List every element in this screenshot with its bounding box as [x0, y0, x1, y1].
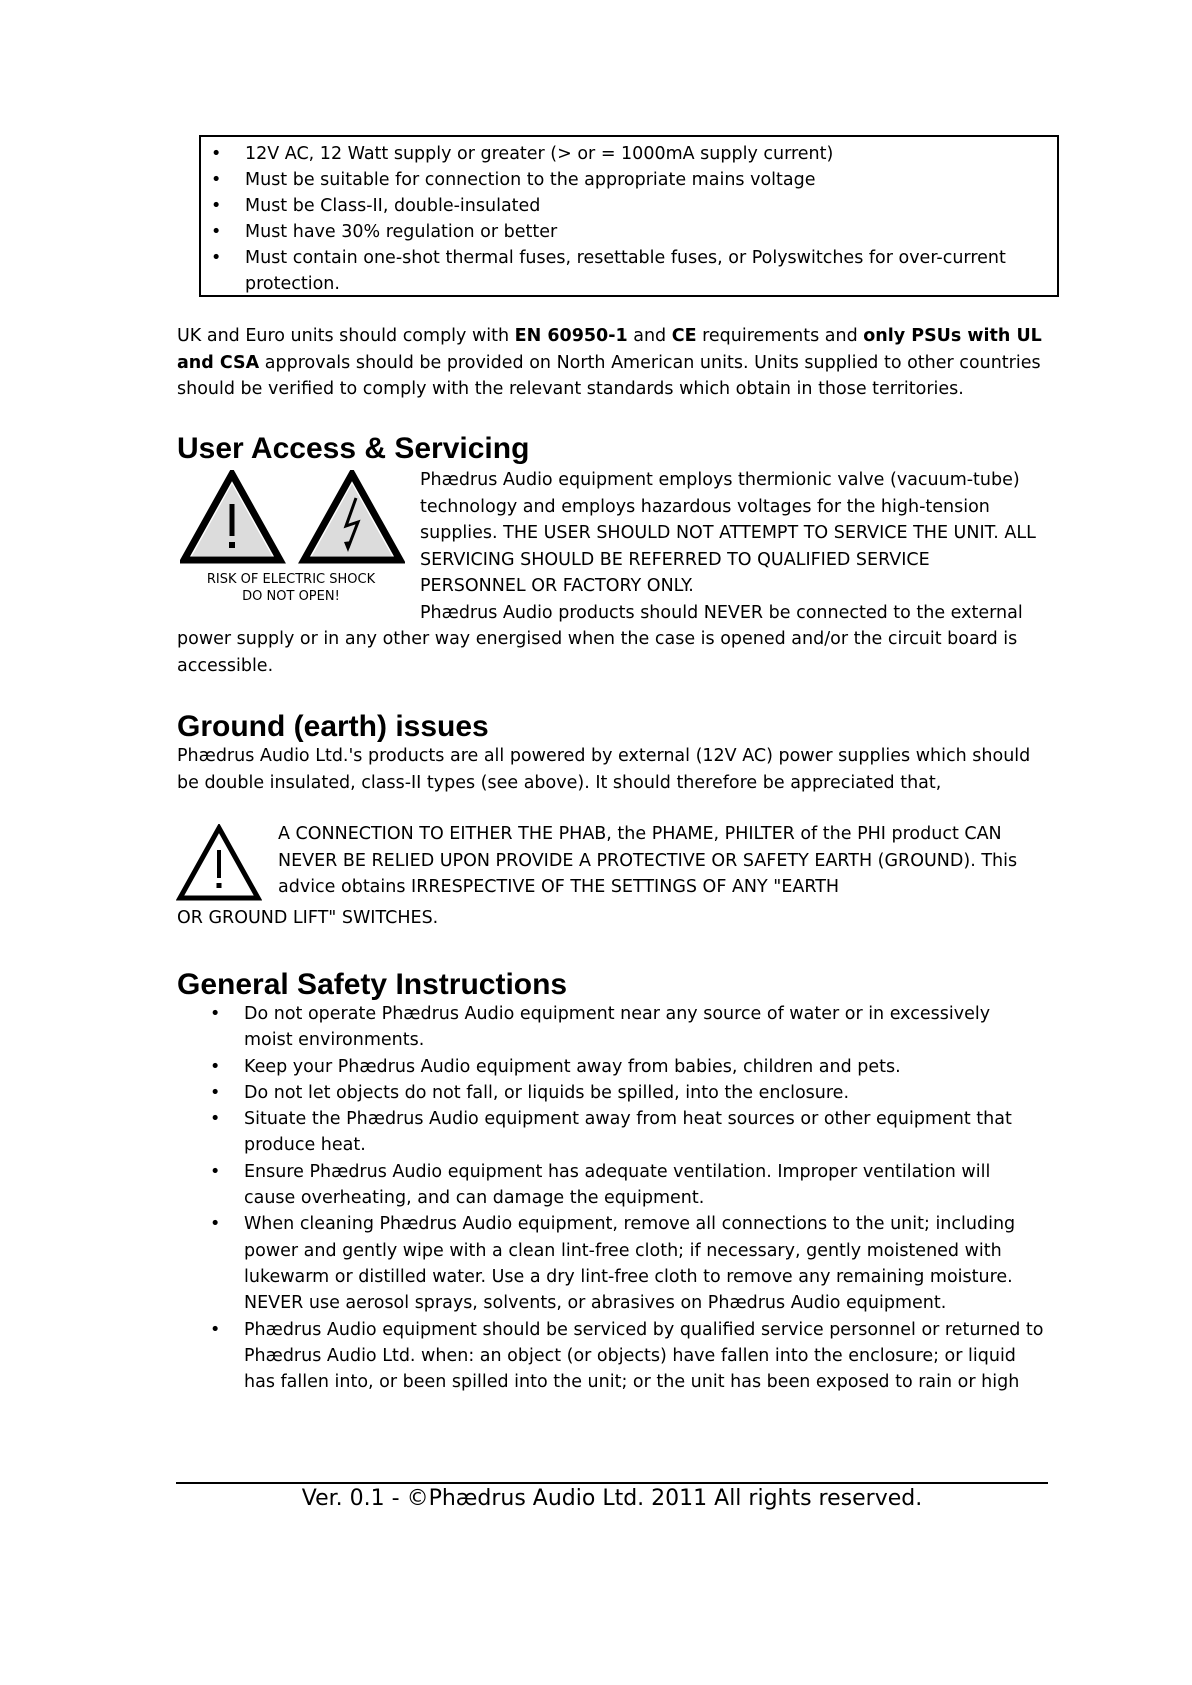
text-run: and	[627, 326, 672, 346]
ground-warning-continued: OR GROUND LIFT" SWITCHES.	[177, 908, 439, 928]
list-item: • Keep your Phædrus Audio equipment away from babies, children and pets.	[244, 1054, 1044, 1080]
list-item: • Must be suitable for connection to the appropriate mains voltage	[245, 167, 1043, 193]
lightning-bolt-warning-icon	[304, 474, 400, 560]
heading-general-safety: General Safety Instructions	[177, 968, 568, 1001]
general-safety-section	[244, 1001, 1044, 1395]
heading-user-access: User Access & Servicing	[177, 432, 530, 465]
list-item: • 12V AC, 12 Watt supply or greater (> or = 1000mA supply current)	[245, 141, 1043, 167]
caption-line: DO NOT OPEN!	[242, 589, 340, 604]
standard-ce: CE	[671, 326, 697, 346]
exclamation-warning-icon	[184, 474, 280, 560]
list-item: • Must be Class-II, double-insulated	[245, 193, 1043, 219]
shock-warning-caption	[180, 571, 402, 605]
psu-spec-list	[245, 141, 1043, 297]
list-item: • Do not operate Phædrus Audio equipment near any source of water or in excessively moist environments.	[244, 1001, 1044, 1054]
safety-instructions-list	[244, 1001, 1044, 1395]
footer-copyright: Ver. 0.1 - ©Phædrus Audio Ltd. 2011 All rights reserved.	[301, 1486, 923, 1511]
list-item: • Must have 30% regulation or better	[245, 219, 1043, 245]
list-item: • Do not let objects do not fall, or liquids be spilled, into the enclosure.	[244, 1080, 1044, 1106]
caption-line: RISK OF ELECTRIC SHOCK	[206, 572, 376, 587]
list-item: • Must contain one-shot thermal fuses, resettable fuses, or Polyswitches for over-current protection.	[245, 245, 1043, 297]
power-warning-continued: power supply or in any other way energised when the case is opened and/or the circuit board is accessible.	[177, 629, 1018, 676]
text-run: requirements and	[696, 326, 864, 346]
standard-en60950: EN 60950-1	[514, 326, 628, 346]
servicing-warning-text: Phædrus Audio equipment employs thermionic valve (vacuum-tube) technology and employs hazardous voltages for the high-tension supplies. THE USER SHOULD NOT ATTEMPT TO SERVICE THE UNIT. ALL SERVICING SHOULD BE REFERRED TO QUALIFIED SERVICE PERSONNEL OR FACTORY ONLY.	[420, 470, 1036, 596]
compliance-paragraph	[177, 323, 1057, 403]
list-item: • Phædrus Audio equipment should be serviced by qualified service personnel or returned to Phædrus Audio Ltd. when: an object (or objects) have fallen into the enclosure; or liquid has fallen into, or been spilled into the unit; or the unit has been exposed to rain or high	[244, 1317, 1044, 1396]
ul-csa-requirement: only PSUs with UL and CSA	[177, 326, 1042, 373]
list-item: • Ensure Phædrus Audio equipment has adequate ventilation. Improper ventilation will cause overheating, and can damage the equipment.	[244, 1159, 1044, 1212]
ground-warning-paragraph: A CONNECTION TO EITHER THE PHAB, the PHAME, PHILTER of the PHI product CAN NEVER BE RELIED UPON PROVIDE A PROTECTIVE OR SAFETY EARTH (GROUND). This advice obtains IRRESPECTIVE OF THE SETTINGS OF ANY "EARTH	[278, 824, 1018, 897]
ground-intro-paragraph: Phædrus Audio Ltd.'s products are all powered by external (12V AC) power supplies which should be double insulated, class-II types (see above). It should therefore be appreciated that,	[177, 746, 1031, 793]
list-item: • When cleaning Phædrus Audio equipment, remove all connections to the unit; including power and gently wipe with a clean lint-free cloth; if necessary, gently moistened with lukewarm or distilled water. Use a dry lint-free cloth to remove any remaining moisture. NEVER use aerosol sprays, solvents, or abrasives on Phædrus Audio equipment.	[244, 1211, 1044, 1316]
psu-spec-box	[199, 135, 1059, 297]
heading-ground-issues: Ground (earth) issues	[177, 710, 489, 743]
servicing-paragraph	[420, 467, 1040, 626]
list-item: • Situate the Phædrus Audio equipment away from heat sources or other equipment that produce heat.	[244, 1106, 1044, 1159]
text-run: UK and Euro units should comply with	[177, 326, 515, 346]
power-warning-text: Phædrus Audio products should NEVER be connected to the external	[420, 602, 1023, 623]
exclamation-warning-icon	[176, 824, 262, 902]
text-run: approvals should be provided on North American units. Units supplied to other countries should be verified to comply with the relevant standards which obtain in those territories.	[177, 352, 1041, 399]
